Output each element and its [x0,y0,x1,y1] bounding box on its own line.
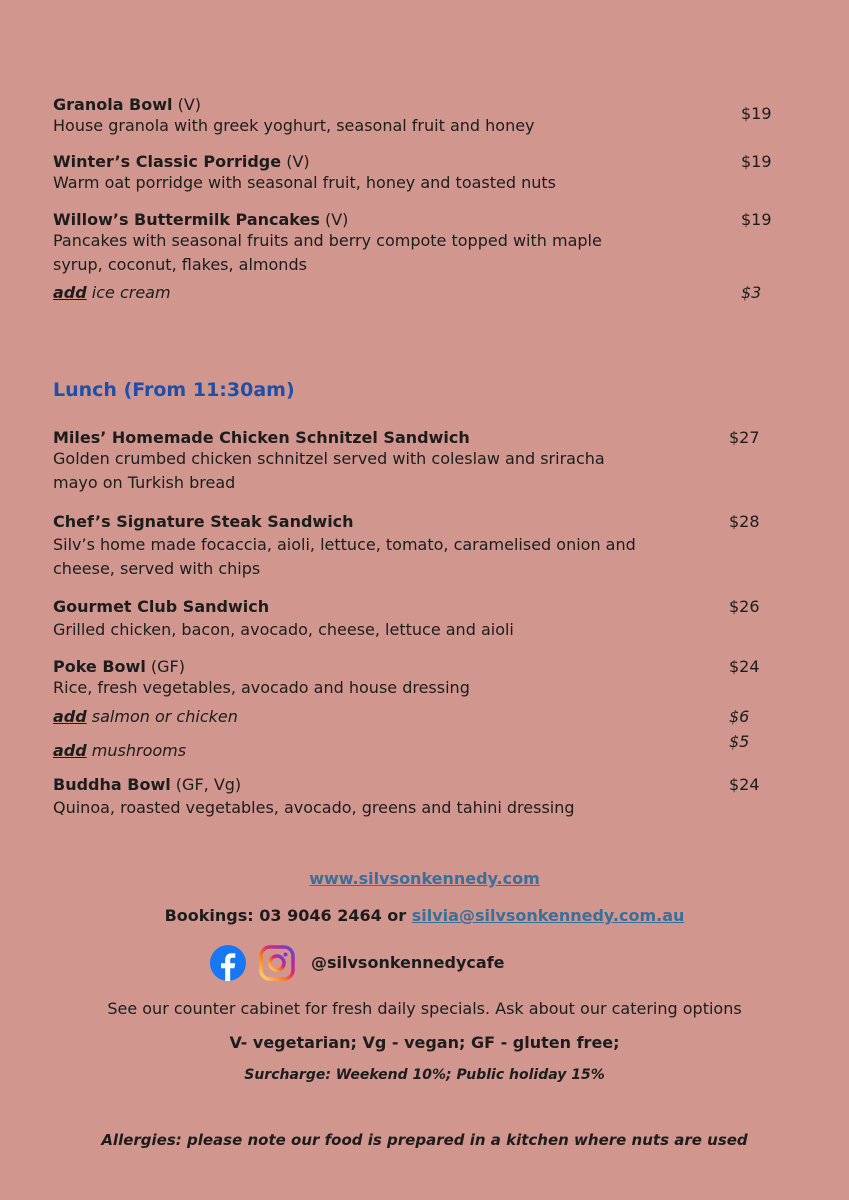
item-description: Quinoa, roasted vegetables, avocado, greens and tahini dressing [53,798,575,817]
item-dietary-tag: (V) [324,210,349,229]
instagram-icon[interactable] [259,945,295,981]
add-on-mushrooms [53,741,186,760]
menu-item-poke-bowl [53,657,673,700]
add-on-salmon-chicken [53,707,238,726]
item-name: Gourmet Club Sandwich [53,597,270,616]
menu-item-porridge [53,152,673,195]
website-link[interactable]: www.silvsonkennedy.com [309,869,540,888]
item-price: $28 [729,512,760,531]
item-price: $19 [741,152,772,171]
item-price: $26 [729,597,760,616]
surcharge-note: Surcharge: Weekend 10%; Public holiday 15% [244,1067,605,1083]
item-name: Miles’ Homemade Chicken Schnitzel Sandwich [53,428,470,447]
item-price: $27 [729,428,760,447]
specials-note: See our counter cabinet for fresh daily specials. Ask about our catering options [107,999,742,1018]
bookings-row [0,906,849,925]
allergies-note: Allergies: please note our food is prepared in a kitchen where nuts are used [101,1131,748,1149]
menu-item-pancakes [53,210,653,277]
item-dietary-tag: (GF) [150,657,185,676]
item-price: $19 [741,210,772,229]
item-description: House granola with greek yoghurt, seasonal fruit and honey [53,116,535,135]
item-name: Willow’s Buttermilk Pancakes [53,210,320,229]
add-label: add [53,283,87,302]
item-price: $19 [741,104,772,123]
item-dietary-tag: (GF, Vg) [175,775,242,794]
add-on-text: salmon or chicken [86,707,238,726]
menu-item-granola-bowl [53,95,673,138]
item-name: Winter’s Classic Porridge [53,152,282,171]
facebook-icon[interactable] [210,945,246,981]
item-price: $24 [729,657,760,676]
add-on-ice-cream [53,283,171,302]
add-on-text: ice cream [86,283,171,302]
bookings-label: Bookings: 03 9046 2464 or [164,906,412,925]
item-name: Chef’s Signature Steak Sandwich [53,512,354,531]
add-label: add [53,741,87,760]
item-dietary-tag: (V) [286,152,310,171]
item-name: Granola Bowl [53,95,173,114]
item-name: Buddha Bowl [53,775,171,794]
item-description: Grilled chicken, bacon, avocado, cheese, lettuce and aioli [53,620,514,639]
item-description: Rice, fresh vegetables, avocado and house dressing [53,678,470,697]
item-description: Silv’s home made focaccia, aioli, lettuce, tomato, caramelised onion and cheese, served with chips [53,535,636,578]
item-description: Golden crumbed chicken schnitzel served with coleslaw and sriracha mayo on Turkish bread [53,449,605,492]
add-on-price: $5 [729,732,750,751]
lunch-heading: Lunch (From 11:30am) [53,379,295,401]
item-description: Pancakes with seasonal fruits and berry compote topped with maple syrup, coconut, flakes, almonds [53,231,602,274]
menu-item-buddha-bowl [53,775,673,820]
item-name: Poke Bowl [53,657,146,676]
menu-item-schnitzel-sandwich [53,428,653,495]
item-price: $24 [729,775,760,794]
social-handle: @silvsonkennedycafe [311,953,505,972]
add-on-text: mushrooms [86,741,187,760]
bookings-email-link[interactable]: silvia@silvsonkennedy.com.au [411,906,685,925]
add-label: add [53,707,87,726]
website-row [0,869,849,888]
item-dietary-tag: (V) [177,95,202,114]
add-on-price: $6 [729,707,750,726]
menu-item-steak-sandwich [53,512,673,581]
menu-item-club-sandwich [53,597,673,642]
add-on-price: $3 [741,283,762,302]
dietary-legend: V- vegetarian; Vg - vegan; GF - gluten free; [229,1033,620,1052]
item-description: Warm oat porridge with seasonal fruit, honey and toasted nuts [53,173,556,192]
